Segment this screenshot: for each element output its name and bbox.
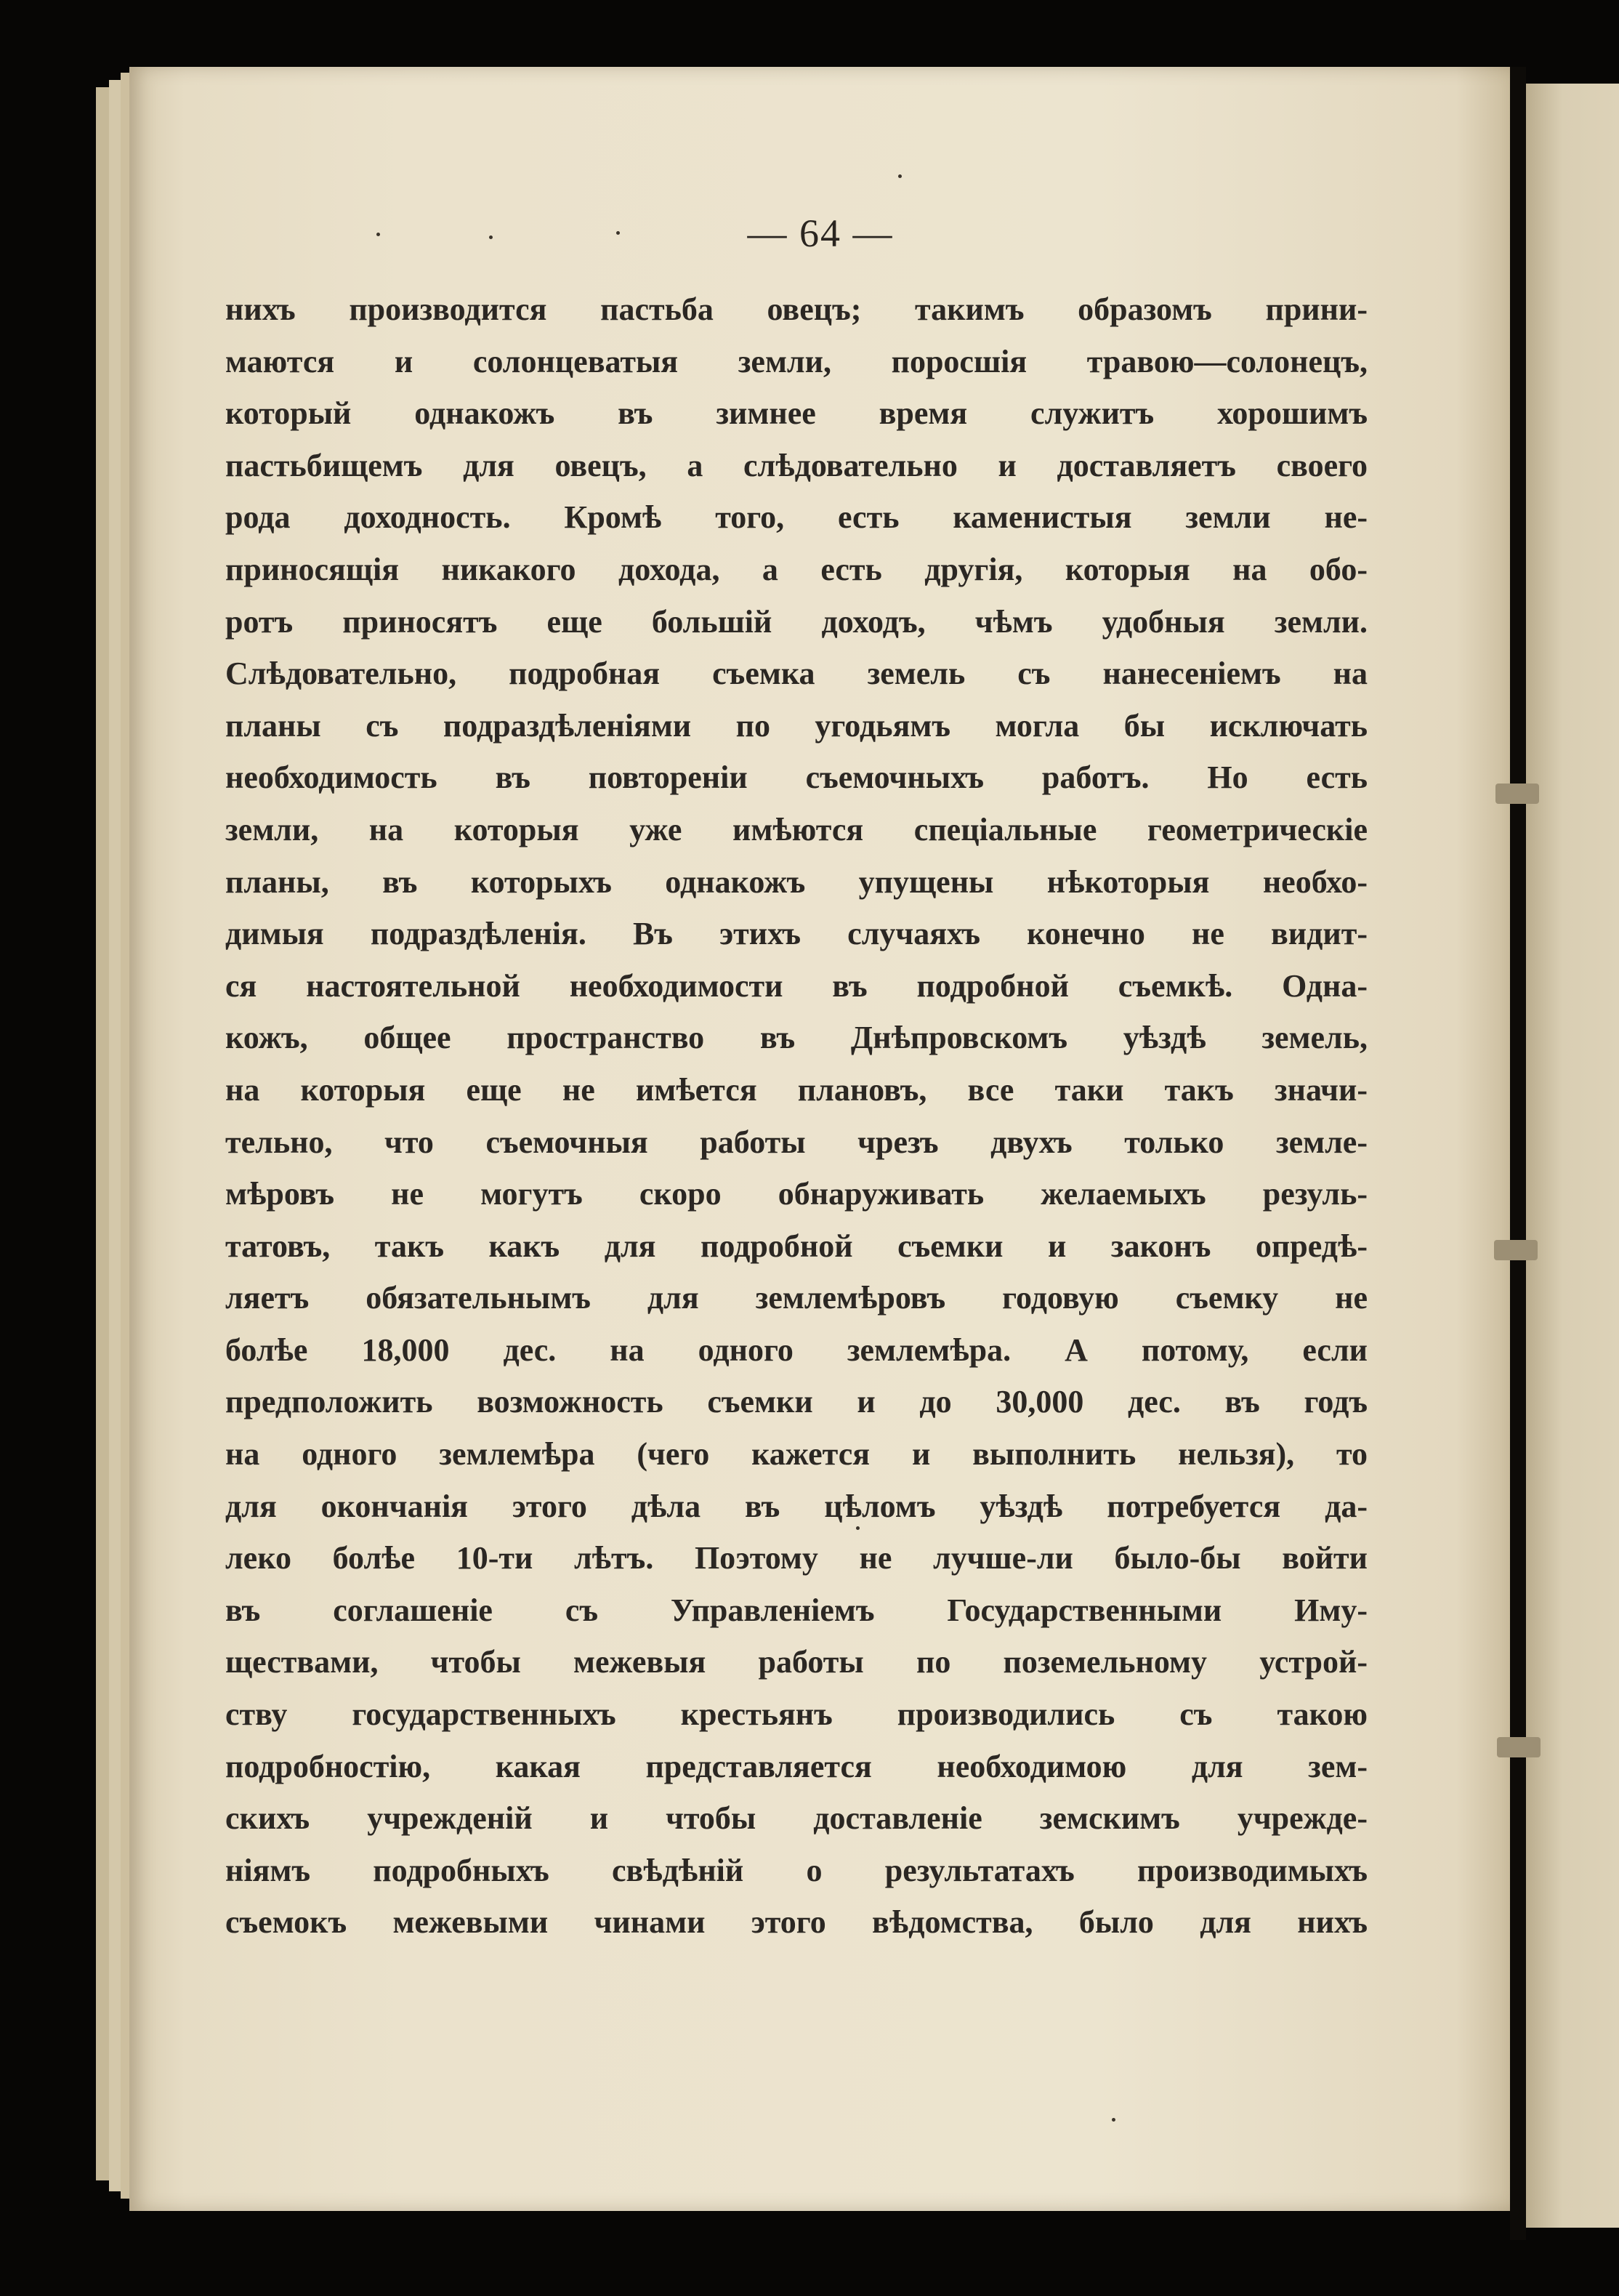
body-text xyxy=(225,283,1368,1949)
text-line: рода доходность. Кромѣ того, есть каменистыя земли не- xyxy=(225,499,1368,536)
binding-thread xyxy=(1494,1240,1538,1260)
text-line: ществами, чтобы межевыя работы по поземельному устрой- xyxy=(225,1644,1368,1680)
text-line: мѣровъ не могутъ скоро обнаруживать желаемыхъ резуль- xyxy=(225,1176,1368,1212)
text-line: ся настоятельной необходимости въ подробной съемкѣ. Одна- xyxy=(225,967,1368,1004)
text-line: ляетъ обязательнымъ для землемѣровъ годовую съемку не xyxy=(225,1280,1368,1316)
text-line: тельно, что съемочныя работы чрезъ двухъ только земле- xyxy=(225,1124,1368,1160)
text-line: на которыя еще не имѣется плановъ, все таки такъ значи- xyxy=(225,1071,1368,1108)
text-line: необходимость въ повтореніи съемочныхъ работъ. Но есть xyxy=(225,760,1368,796)
text-line: планы, въ которыхъ однакожъ упущены нѣкоторыя необхо- xyxy=(225,863,1368,900)
text-line: кожъ, общее пространство въ Днѣпровскомъ уѣздѣ земель, xyxy=(225,1020,1368,1056)
text-line: Слѣдовательно, подробная съемка земель съ нанесеніемъ на xyxy=(225,656,1368,692)
text-line: болѣе 18,000 дес. на одного землемѣра. А потому, если xyxy=(225,1332,1368,1368)
binding-thread xyxy=(1495,784,1539,804)
text-line: скихъ учрежденій и чтобы доставленіе земскимъ учрежде- xyxy=(225,1800,1368,1837)
text-line: ству государственныхъ крестьянъ производились съ такою xyxy=(225,1696,1368,1733)
book-gutter xyxy=(1510,67,1526,2240)
text-line: подробностію, какая представляется необходимою для зем- xyxy=(225,1748,1368,1784)
text-line: планы съ подраздѣленіями по угодьямъ могла бы исключать xyxy=(225,707,1368,744)
text-line: предположить возможность съемки и до 30,000 дес. въ годъ xyxy=(225,1384,1368,1420)
page-number: — 64 — xyxy=(747,212,894,255)
text-line: димыя подраздѣленія. Въ этихъ случаяхъ конечно не видит- xyxy=(225,916,1368,952)
text-line: ротъ приносятъ еще большій доходъ, чѣмъ удобныя земли. xyxy=(225,603,1368,640)
text-line: который однакожъ въ зимнее время служитъ хорошимъ xyxy=(225,395,1368,432)
text-line: татовъ, такъ какъ для подробной съемки и законъ опредѣ- xyxy=(225,1228,1368,1264)
binding-thread xyxy=(1497,1737,1541,1757)
text-line: нихъ производится пастьба овецъ; такимъ образомъ прини- xyxy=(225,291,1368,327)
text-line: маются и солонцеватыя земли, поросшія травою—солонецъ, xyxy=(225,343,1368,379)
text-line: на одного землемѣра (чего кажется и выполнить нельзя), то xyxy=(225,1436,1368,1473)
text-line: пастьбищемъ для овецъ, а слѣдовательно и доставляетъ своего xyxy=(225,447,1368,483)
text-line: приносящія никакого дохода, а есть другія, которыя на обо- xyxy=(225,551,1368,587)
text-line: леко болѣе 10-ти лѣтъ. Поэтому не лучше-ли было-бы войти xyxy=(225,1540,1368,1576)
text-line: съемокъ межевыми чинами этого вѣдомства, было для нихъ xyxy=(225,1904,1368,1941)
text-line: для окончанія этого дѣла въ цѣломъ уѣздѣ потребуется да- xyxy=(225,1488,1368,1524)
text-line: въ соглашеніе съ Управленіемъ Государственными Иму- xyxy=(225,1592,1368,1628)
text-line: земли, на которыя уже имѣются спеціальные геометрическіе xyxy=(225,811,1368,847)
text-line: ніямъ подробныхъ свѣдѣній о результатахъ производимыхъ xyxy=(225,1852,1368,1888)
next-page-edge xyxy=(1525,84,1619,2228)
